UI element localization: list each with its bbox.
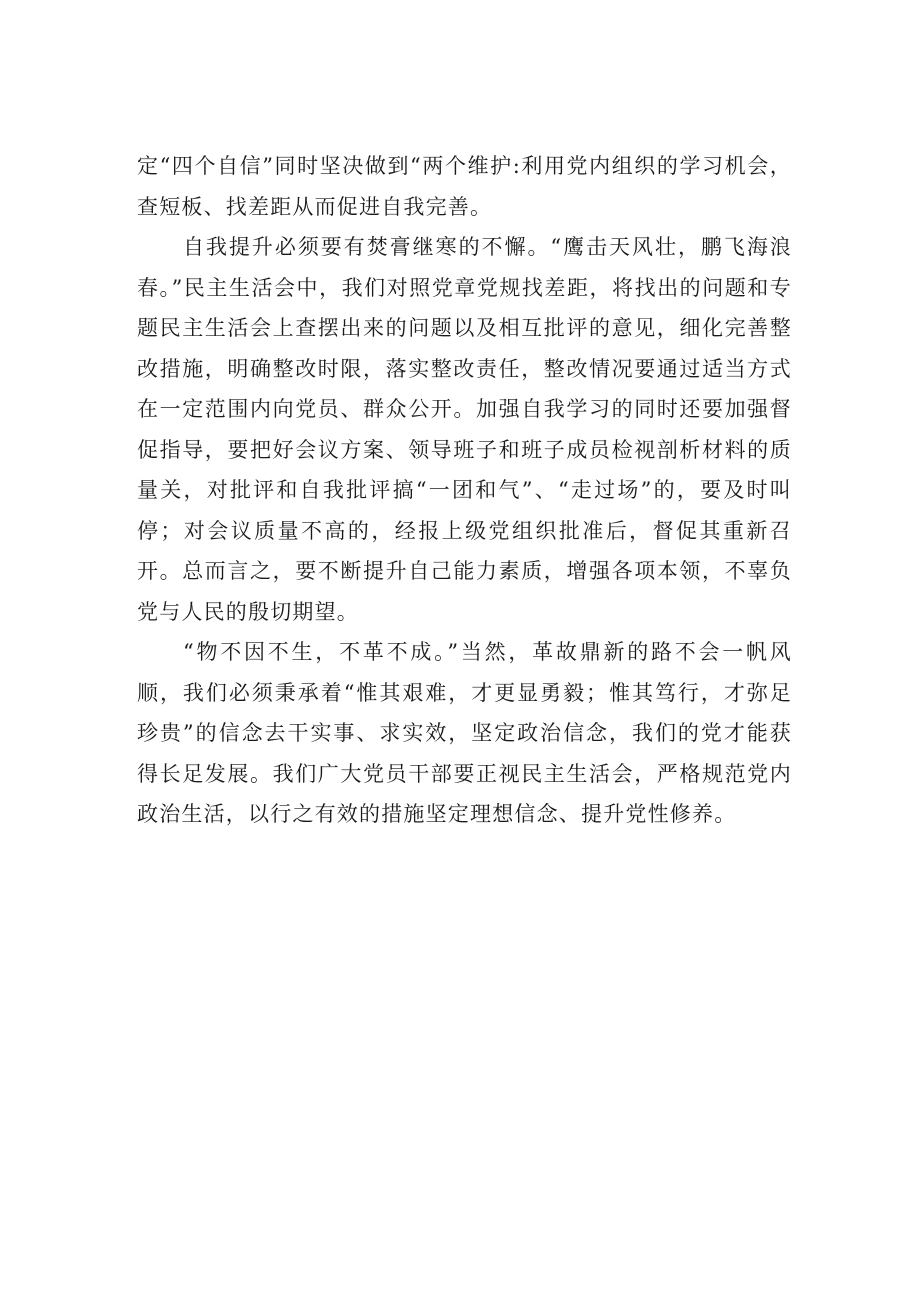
paragraph-3: “物不因不生，不革不成。”当然，革故鼎新的路不会一帆风顺，我们必须秉承着“惟其艰难，才更显勇毅；惟其笃行，才弥足珍贵”的信念去干实事、求实效，坚定政治信念，我们的党才能获得长足发展。我们广大党员干部要正视民主生活会，严格规范党内政治生活，以行之有效的措施坚定理想信念、提升党性修养。 <box>137 640 792 826</box>
paragraph-2: 自我提升必须要有焚膏继寒的不懈。“鹰击天风壮，鹏飞海浪春。”民主生活会中，我们对照党章党规找差距，将找出的问题和专题民主生活会上查摆出来的问题以及相互批评的意见，细化完善整改措施，明确整改时限，落实整改责任，整改情况要通过适当方式在一定范围内向党员、群众公开。加强自我学习的同时还要加强督促指导，要把好会议方案、领导班子和班子成员检视剖析材料的质量关，对批评和自我批评搞“一团和气”、“走过场”的，要及时叫停；对会议质量不高的，经报上级党组织批准后，督促其重新召开。总而言之，要不断提升自己能力素质，增强各项本领，不辜负党与人民的殷切期望。 <box>137 235 792 624</box>
document-body <box>137 146 792 835</box>
paragraph-1: 定“四个自信”同时坚决做到“两个维护:利用党内组织的学习机会，查短板、找差距从而促进自我完善。 <box>137 154 792 219</box>
